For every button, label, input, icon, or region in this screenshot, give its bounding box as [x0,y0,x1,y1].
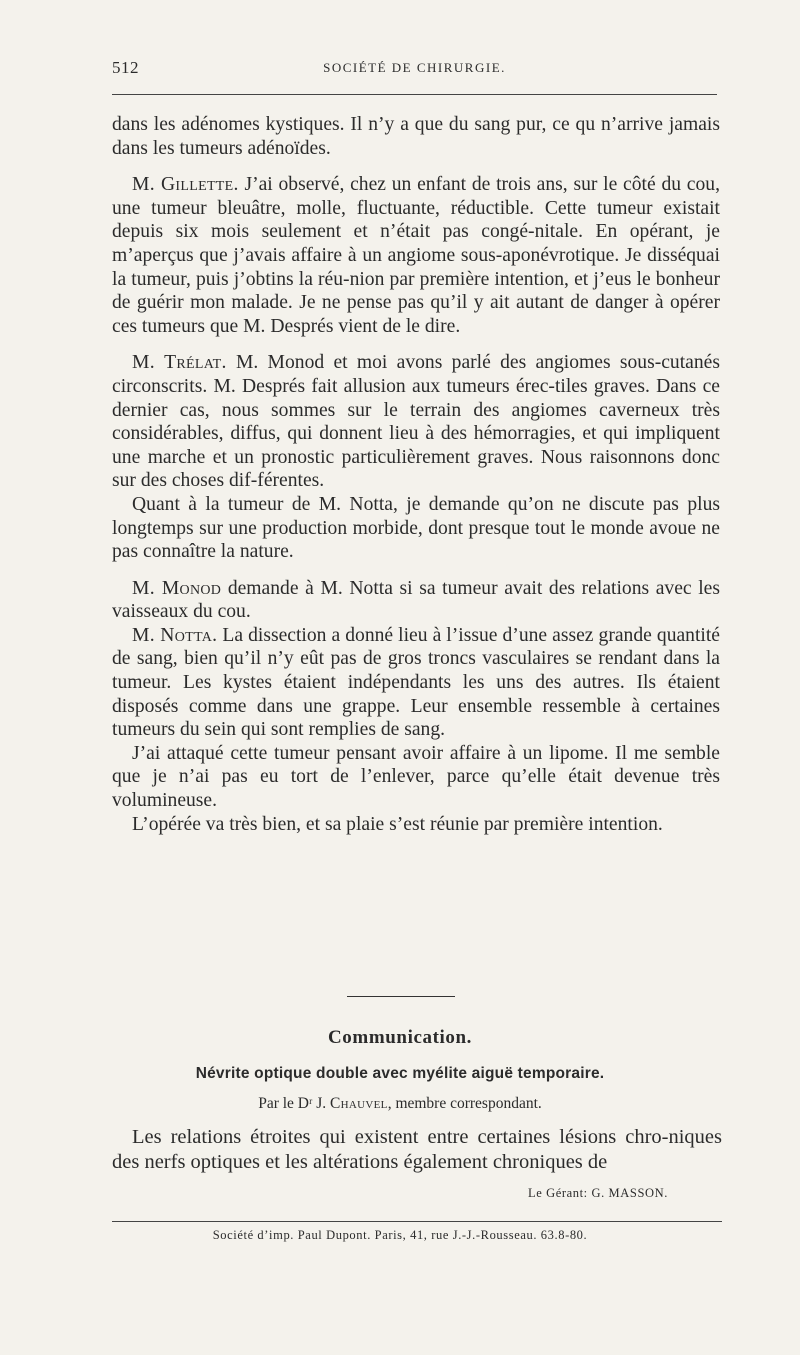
page-header [112,58,717,82]
paragraph: L’opérée va très bien, et sa plaie s’est réunie par première intention. [132,813,663,835]
gerant-line: Le Gérant: G. MASSON. [527,1186,668,1200]
author-name: Chauvel [330,1095,388,1112]
page-number: 512 [112,58,139,77]
paragraph: M. Monod demande à M. Notta si sa tumeur avait des relations avec les vaisseaux du cou. [112,577,720,623]
speaker-name: M. Notta. [132,624,218,646]
paragraph: M. Gillette. J’ai observé, chez un enfant de trois ans, sur le côté du cou, une tumeur bleuâtre, molle, fluctuante, réductible. Cette tumeur existait depuis six mois seulement et n’était pas congé-nitale. En opérant, je m’aperçus que j’avais affaire à un angiome sous-aponévrotique. Je disséquai la tumeur, puis j’obtins la réu-nion par première intention, et j’eus le bonheur de guérir mon malade. Je ne pense pas qu’il y ait autant de danger à opérer ces tumeurs que M. Després vient de le dire. [112,174,720,337]
footer-rule [112,1221,722,1222]
section-title: Communication. [327,1027,473,1048]
section-divider [347,996,455,997]
printer-imprint: Société d’imp. Paul Dupont. Paris, 41, rue J.-J.-Rousseau. 63.8-80. [212,1228,588,1242]
paragraph: M. Trélat. M. Monod et moi avons parlé des angiomes sous-cutanés circonscrits. M. Després fait allusion aux tumeurs érec-tiles graves. Dans ce dernier cas, nous sommes sur le terrain des angiomes caverneux très considérables, diffus, qui donnent lieu à des hémorragies, et qui impliquent une marche et un pronostic particulièrement graves. Nous raisonnons donc sur des choses dif-férentes. [112,352,720,492]
paragraph: M. Notta. La dissection a donné lieu à l’issue d’une assez grande quantité de sang, bien qu’il n’y eût pas de gros troncs vasculaires se rendant dans la tumeur. Les kystes étaient indépendants les uns des autres. Ils étaient disposés comme dans une grappe. Leur ensemble ressemble à certaines tumeurs du sein qui sont remplies de sang. [112,624,721,741]
paragraph: dans les adénomes kystiques. Il n’y a que du sang pur, ce qu n’arrive jamais dans les tumeurs adénoïdes. [112,114,720,159]
speaker-name: M. Monod [132,577,222,599]
paragraph: Quant à la tumeur de M. Notta, je demande qu’on ne discute pas plus longtemps sur une production morbide, dont presque tout le monde avoue ne pas connaître la nature. [112,493,720,563]
byline: Par le Dʳ J. Chauvel, membre correspondant. [258,1095,542,1112]
article-intro: Les relations étroites qui existent entre certaines lésions chro-niques des nerfs optiques et les altérations également chroniques de [112,1126,722,1173]
running-head: SOCIÉTÉ DE CHIRURGIE. [323,60,506,75]
speaker-name: M. Gillette. [132,174,239,196]
article-title: Névrite optique double avec myélite aiguë temporaire. [195,1065,605,1082]
speaker-name: M. Trélat. [132,352,227,374]
header-rule [112,94,717,95]
paragraph: J’ai attaqué cette tumeur pensant avoir affaire à un lipome. Il me semble que je n’ai pas eu tort de l’enlever, parce qu’elle était devenue très volumineuse. [112,742,720,812]
discussion-body [112,113,720,836]
